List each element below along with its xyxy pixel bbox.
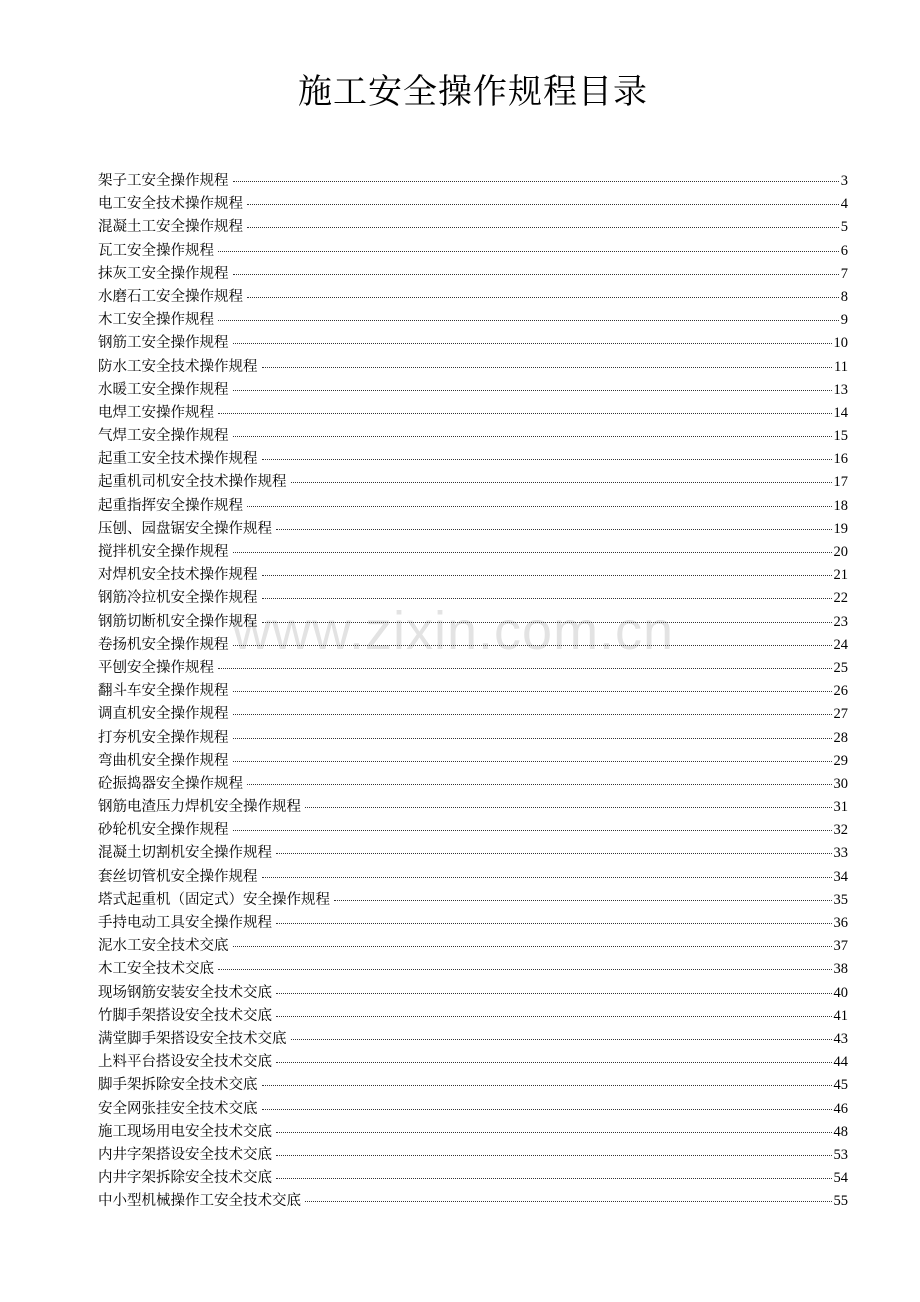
toc-entry[interactable]	[98, 1074, 848, 1097]
toc-entry-page-number: 21	[833, 567, 848, 584]
toc-entry-page-number: 24	[833, 636, 848, 653]
toc-dot-leader	[218, 969, 832, 970]
toc-entry-page-number: 26	[833, 683, 848, 700]
toc-entry-title: 弯曲机安全操作规程	[98, 752, 229, 769]
toc-entry-page-number: 54	[833, 1170, 848, 1187]
toc-entry[interactable]	[98, 750, 848, 773]
toc-entry-title: 木工安全操作规程	[98, 312, 214, 329]
toc-entry-page-number: 4	[840, 196, 848, 213]
page-title: 施工安全操作规程目录	[298, 72, 648, 112]
toc-dot-leader	[276, 1016, 832, 1017]
toc-entry-page-number: 5	[840, 219, 848, 236]
toc-entry-page-number: 53	[833, 1146, 848, 1163]
toc-entry[interactable]	[98, 286, 848, 309]
toc-dot-leader	[233, 436, 832, 437]
toc-entry-title: 翻斗车安全操作规程	[98, 683, 229, 700]
toc-entry-title: 施工现场用电安全技术交底	[98, 1123, 272, 1140]
toc-entry-title: 钢筋工安全操作规程	[98, 335, 229, 352]
toc-dot-leader	[262, 622, 832, 623]
toc-entry[interactable]	[98, 657, 848, 680]
toc-entry[interactable]	[98, 1028, 848, 1051]
toc-dot-leader	[218, 668, 832, 669]
toc-entry[interactable]	[98, 332, 848, 355]
toc-dot-leader	[218, 413, 832, 414]
toc-dot-leader	[233, 691, 832, 692]
toc-entry[interactable]	[98, 958, 848, 981]
toc-entry-page-number: 43	[833, 1030, 848, 1047]
toc-entry-title: 套丝切管机安全操作规程	[98, 868, 258, 885]
toc-entry-page-number: 6	[840, 242, 848, 259]
toc-dot-leader	[305, 1201, 832, 1202]
toc-entry[interactable]	[98, 356, 848, 379]
toc-entry[interactable]	[98, 471, 848, 494]
table-of-contents	[98, 170, 848, 1213]
toc-entry[interactable]	[98, 1005, 848, 1028]
toc-entry[interactable]	[98, 564, 848, 587]
toc-entry[interactable]	[98, 912, 848, 935]
toc-dot-leader	[247, 204, 839, 205]
toc-entry-page-number: 15	[833, 428, 848, 445]
toc-dot-leader	[218, 320, 839, 321]
toc-entry-page-number: 3	[840, 173, 848, 189]
toc-entry[interactable]	[98, 935, 848, 958]
toc-entry-title: 打夯机安全操作规程	[98, 729, 229, 746]
toc-entry-page-number: 40	[833, 984, 848, 1001]
toc-dot-leader	[276, 993, 832, 994]
toc-entry[interactable]	[98, 634, 848, 657]
toc-dot-leader	[233, 552, 832, 553]
toc-entry-page-number: 16	[833, 451, 848, 468]
toc-entry[interactable]	[98, 448, 848, 471]
toc-entry-page-number: 28	[833, 729, 848, 746]
toc-entry-page-number: 25	[833, 659, 848, 676]
toc-dot-leader	[233, 645, 832, 646]
toc-entry[interactable]	[98, 703, 848, 726]
toc-entry-page-number: 44	[833, 1054, 848, 1071]
toc-entry-title: 钢筋冷拉机安全操作规程	[98, 590, 258, 607]
toc-entry-title: 水暖工安全操作规程	[98, 381, 229, 398]
toc-dot-leader	[247, 297, 839, 298]
toc-entry-page-number: 20	[833, 544, 848, 560]
toc-dot-leader	[291, 1039, 832, 1040]
toc-entry[interactable]	[98, 402, 848, 425]
toc-entry-page-number: 27	[833, 706, 848, 723]
toc-entry-title: 调直机安全操作规程	[98, 706, 229, 723]
toc-entry[interactable]	[98, 1051, 848, 1074]
toc-entry[interactable]	[98, 379, 848, 402]
toc-dot-leader	[233, 946, 832, 947]
toc-entry-title: 电工安全技术操作规程	[98, 196, 243, 213]
toc-dot-leader	[334, 900, 832, 901]
toc-entry-title: 竹脚手架搭设安全技术交底	[98, 1007, 272, 1024]
toc-entry-page-number: 41	[833, 1007, 848, 1024]
toc-entry[interactable]	[98, 193, 848, 216]
toc-entry[interactable]	[98, 495, 848, 518]
toc-dot-leader	[247, 784, 832, 785]
toc-dot-leader	[262, 598, 832, 599]
toc-entry-title: 架子工安全操作规程	[98, 173, 229, 189]
toc-entry-title: 卷扬机安全操作规程	[98, 636, 229, 653]
toc-entry-title: 泥水工安全技术交底	[98, 938, 229, 955]
toc-entry-title: 满堂脚手架搭设安全技术交底	[98, 1030, 287, 1047]
toc-entry-title: 混凝土切割机安全操作规程	[98, 845, 272, 862]
toc-entry[interactable]	[98, 1098, 848, 1121]
toc-entry-page-number: 45	[833, 1077, 848, 1094]
toc-entry-title: 上料平台搭设安全技术交底	[98, 1054, 272, 1071]
watermark: www.zixin.com.cn	[232, 601, 675, 661]
toc-dot-leader	[233, 761, 832, 762]
toc-entry[interactable]	[98, 680, 848, 703]
toc-dot-leader	[233, 181, 839, 182]
toc-dot-leader	[276, 1155, 832, 1156]
toc-entry-title: 起重机司机安全技术操作规程	[98, 474, 287, 491]
toc-entry-page-number: 22	[833, 590, 848, 607]
toc-entry-title: 防水工安全技术操作规程	[98, 358, 258, 375]
toc-entry[interactable]	[98, 425, 848, 448]
toc-entry-page-number: 35	[833, 891, 848, 908]
toc-dot-leader	[247, 227, 839, 228]
toc-entry-page-number: 34	[833, 868, 848, 885]
toc-entry-title: 塔式起重机（固定式）安全操作规程	[98, 891, 330, 908]
toc-dot-leader	[276, 853, 832, 854]
toc-entry[interactable]	[98, 309, 848, 332]
toc-entry-title: 砂轮机安全操作规程	[98, 822, 229, 839]
toc-dot-leader	[262, 1109, 832, 1110]
toc-dot-leader	[262, 1085, 832, 1086]
toc-entry-title: 钢筋切断机安全操作规程	[98, 613, 258, 630]
toc-entry[interactable]	[98, 170, 848, 193]
toc-entry-title: 中小型机械操作工安全技术交底	[98, 1193, 301, 1210]
toc-entry-title: 电焊工安操作规程	[98, 404, 214, 421]
toc-dot-leader	[305, 807, 832, 808]
toc-entry-title: 混凝土工安全操作规程	[98, 219, 243, 236]
toc-entry-page-number: 17	[833, 474, 848, 491]
toc-dot-leader	[276, 1132, 832, 1133]
toc-dot-leader	[218, 251, 839, 252]
toc-entry[interactable]	[98, 1121, 848, 1144]
toc-entry[interactable]	[98, 1190, 848, 1213]
toc-entry-page-number: 7	[840, 265, 848, 282]
toc-entry-page-number: 9	[840, 312, 848, 329]
toc-entry-title: 对焊机安全技术操作规程	[98, 567, 258, 584]
toc-entry-page-number: 36	[833, 915, 848, 931]
toc-entry-page-number: 46	[833, 1100, 848, 1117]
toc-entry-page-number: 30	[833, 775, 848, 792]
toc-entry-page-number: 13	[833, 381, 848, 398]
toc-entry-title: 现场钢筋安装安全技术交底	[98, 984, 272, 1001]
toc-entry[interactable]	[98, 727, 848, 750]
toc-entry-title: 抹灰工安全操作规程	[98, 265, 229, 282]
toc-entry-page-number: 10	[833, 335, 848, 352]
toc-entry-title: 安全网张挂安全技术交底	[98, 1100, 258, 1117]
toc-dot-leader	[233, 390, 832, 391]
toc-entry-title: 砼振捣器安全操作规程	[98, 775, 243, 792]
toc-entry-page-number: 23	[833, 613, 848, 630]
toc-dot-leader	[276, 923, 832, 924]
toc-entry[interactable]	[98, 1167, 848, 1190]
toc-entry[interactable]	[98, 541, 848, 564]
toc-entry-title: 气焊工安全操作规程	[98, 428, 229, 445]
toc-entry-page-number: 37	[833, 938, 848, 955]
toc-entry-title: 搅拌机安全操作规程	[98, 544, 229, 560]
toc-entry[interactable]	[98, 587, 848, 610]
toc-entry[interactable]	[98, 611, 848, 634]
toc-entry-title: 起重指挥安全操作规程	[98, 497, 243, 514]
toc-entry-page-number: 32	[833, 822, 848, 839]
toc-dot-leader	[233, 830, 832, 831]
toc-dot-leader	[262, 575, 832, 576]
toc-entry-title: 水磨石工安全操作规程	[98, 288, 243, 305]
toc-entry-title: 钢筋电渣压力焊机安全操作规程	[98, 799, 301, 816]
toc-dot-leader	[233, 343, 832, 344]
toc-entry[interactable]	[98, 263, 848, 286]
toc-entry[interactable]	[98, 796, 848, 819]
toc-entry-title: 压刨、园盘锯安全操作规程	[98, 520, 272, 537]
toc-dot-leader	[233, 274, 839, 275]
toc-entry-page-number: 55	[833, 1193, 848, 1210]
toc-entry-title: 木工安全技术交底	[98, 961, 214, 978]
toc-entry-page-number: 19	[833, 520, 848, 537]
toc-entry-page-number: 14	[833, 404, 848, 421]
toc-entry-page-number: 33	[833, 845, 848, 862]
toc-entry[interactable]	[98, 819, 848, 842]
toc-dot-leader	[262, 877, 832, 878]
toc-entry[interactable]	[98, 773, 848, 796]
toc-entry[interactable]	[98, 889, 848, 912]
toc-entry-title: 脚手架拆除安全技术交底	[98, 1077, 258, 1094]
toc-dot-leader	[262, 459, 832, 460]
toc-dot-leader	[233, 738, 832, 739]
toc-entry-title: 起重工安全技术操作规程	[98, 451, 258, 468]
toc-entry-page-number: 18	[833, 497, 848, 514]
toc-dot-leader	[276, 1062, 832, 1063]
toc-dot-leader	[247, 506, 832, 507]
toc-dot-leader	[276, 529, 832, 530]
toc-entry-title: 手持电动工具安全操作规程	[98, 915, 272, 931]
toc-entry-title: 内井字架拆除安全技术交底	[98, 1170, 272, 1187]
toc-dot-leader	[262, 367, 833, 368]
toc-entry[interactable]	[98, 1144, 848, 1167]
toc-entry-title: 平刨安全操作规程	[98, 659, 214, 676]
toc-entry-title: 瓦工安全操作规程	[98, 242, 214, 259]
toc-entry[interactable]	[98, 216, 848, 239]
toc-dot-leader	[291, 482, 832, 483]
toc-entry[interactable]	[98, 842, 848, 865]
toc-entry-page-number: 11	[834, 358, 848, 375]
toc-entry-page-number: 29	[833, 752, 848, 769]
toc-entry-page-number: 48	[833, 1123, 848, 1140]
toc-entry-page-number: 31	[833, 799, 848, 816]
toc-entry-page-number: 8	[840, 288, 848, 305]
toc-entry-title: 内井字架搭设安全技术交底	[98, 1146, 272, 1163]
toc-entry[interactable]	[98, 982, 848, 1005]
toc-dot-leader	[276, 1178, 832, 1179]
toc-entry[interactable]	[98, 866, 848, 889]
toc-entry[interactable]	[98, 240, 848, 263]
toc-entry[interactable]	[98, 518, 848, 541]
toc-entry-page-number: 38	[833, 961, 848, 978]
toc-dot-leader	[233, 714, 832, 715]
